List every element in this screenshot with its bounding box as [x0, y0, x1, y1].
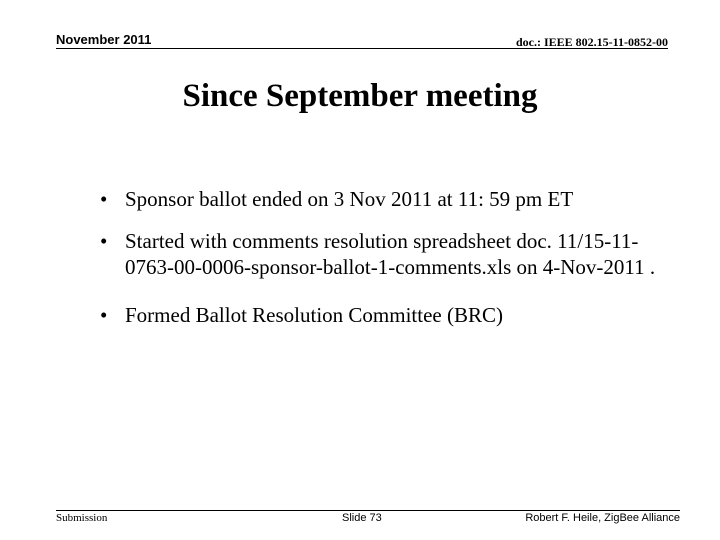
- bullet-text: Sponsor ballot ended on 3 Nov 2011 at 11: 59 pm ET: [125, 187, 574, 211]
- bullet-icon: •: [100, 229, 108, 253]
- header-doc-id: doc.: IEEE 802.15-11-0852-00: [515, 35, 668, 49]
- bullet-item: [100, 228, 660, 280]
- header-divider: [56, 48, 668, 49]
- bullet-icon: •: [100, 303, 108, 327]
- bullet-icon: •: [100, 187, 108, 211]
- footer-divider: [56, 510, 680, 511]
- bullet-list: [100, 186, 660, 328]
- slide-title: Since September meeting: [182, 78, 538, 114]
- footer-author: Robert F. Heile, ZigBee Alliance: [525, 512, 680, 524]
- bullet-text: Started with comments resolution spreadsheet doc. 11/15-11-0763-00-0006-sponsor-ballot-1-comments.xls on 4-Nov-2011 .: [125, 229, 656, 279]
- bullet-text: Formed Ballot Resolution Committee (BRC): [125, 303, 503, 327]
- bullet-item: [100, 186, 660, 212]
- bullet-item: [100, 302, 660, 328]
- header-date: November 2011: [56, 32, 152, 47]
- footer-submission: Submission: [56, 512, 108, 524]
- footer-slide-number: Slide 73: [342, 512, 382, 524]
